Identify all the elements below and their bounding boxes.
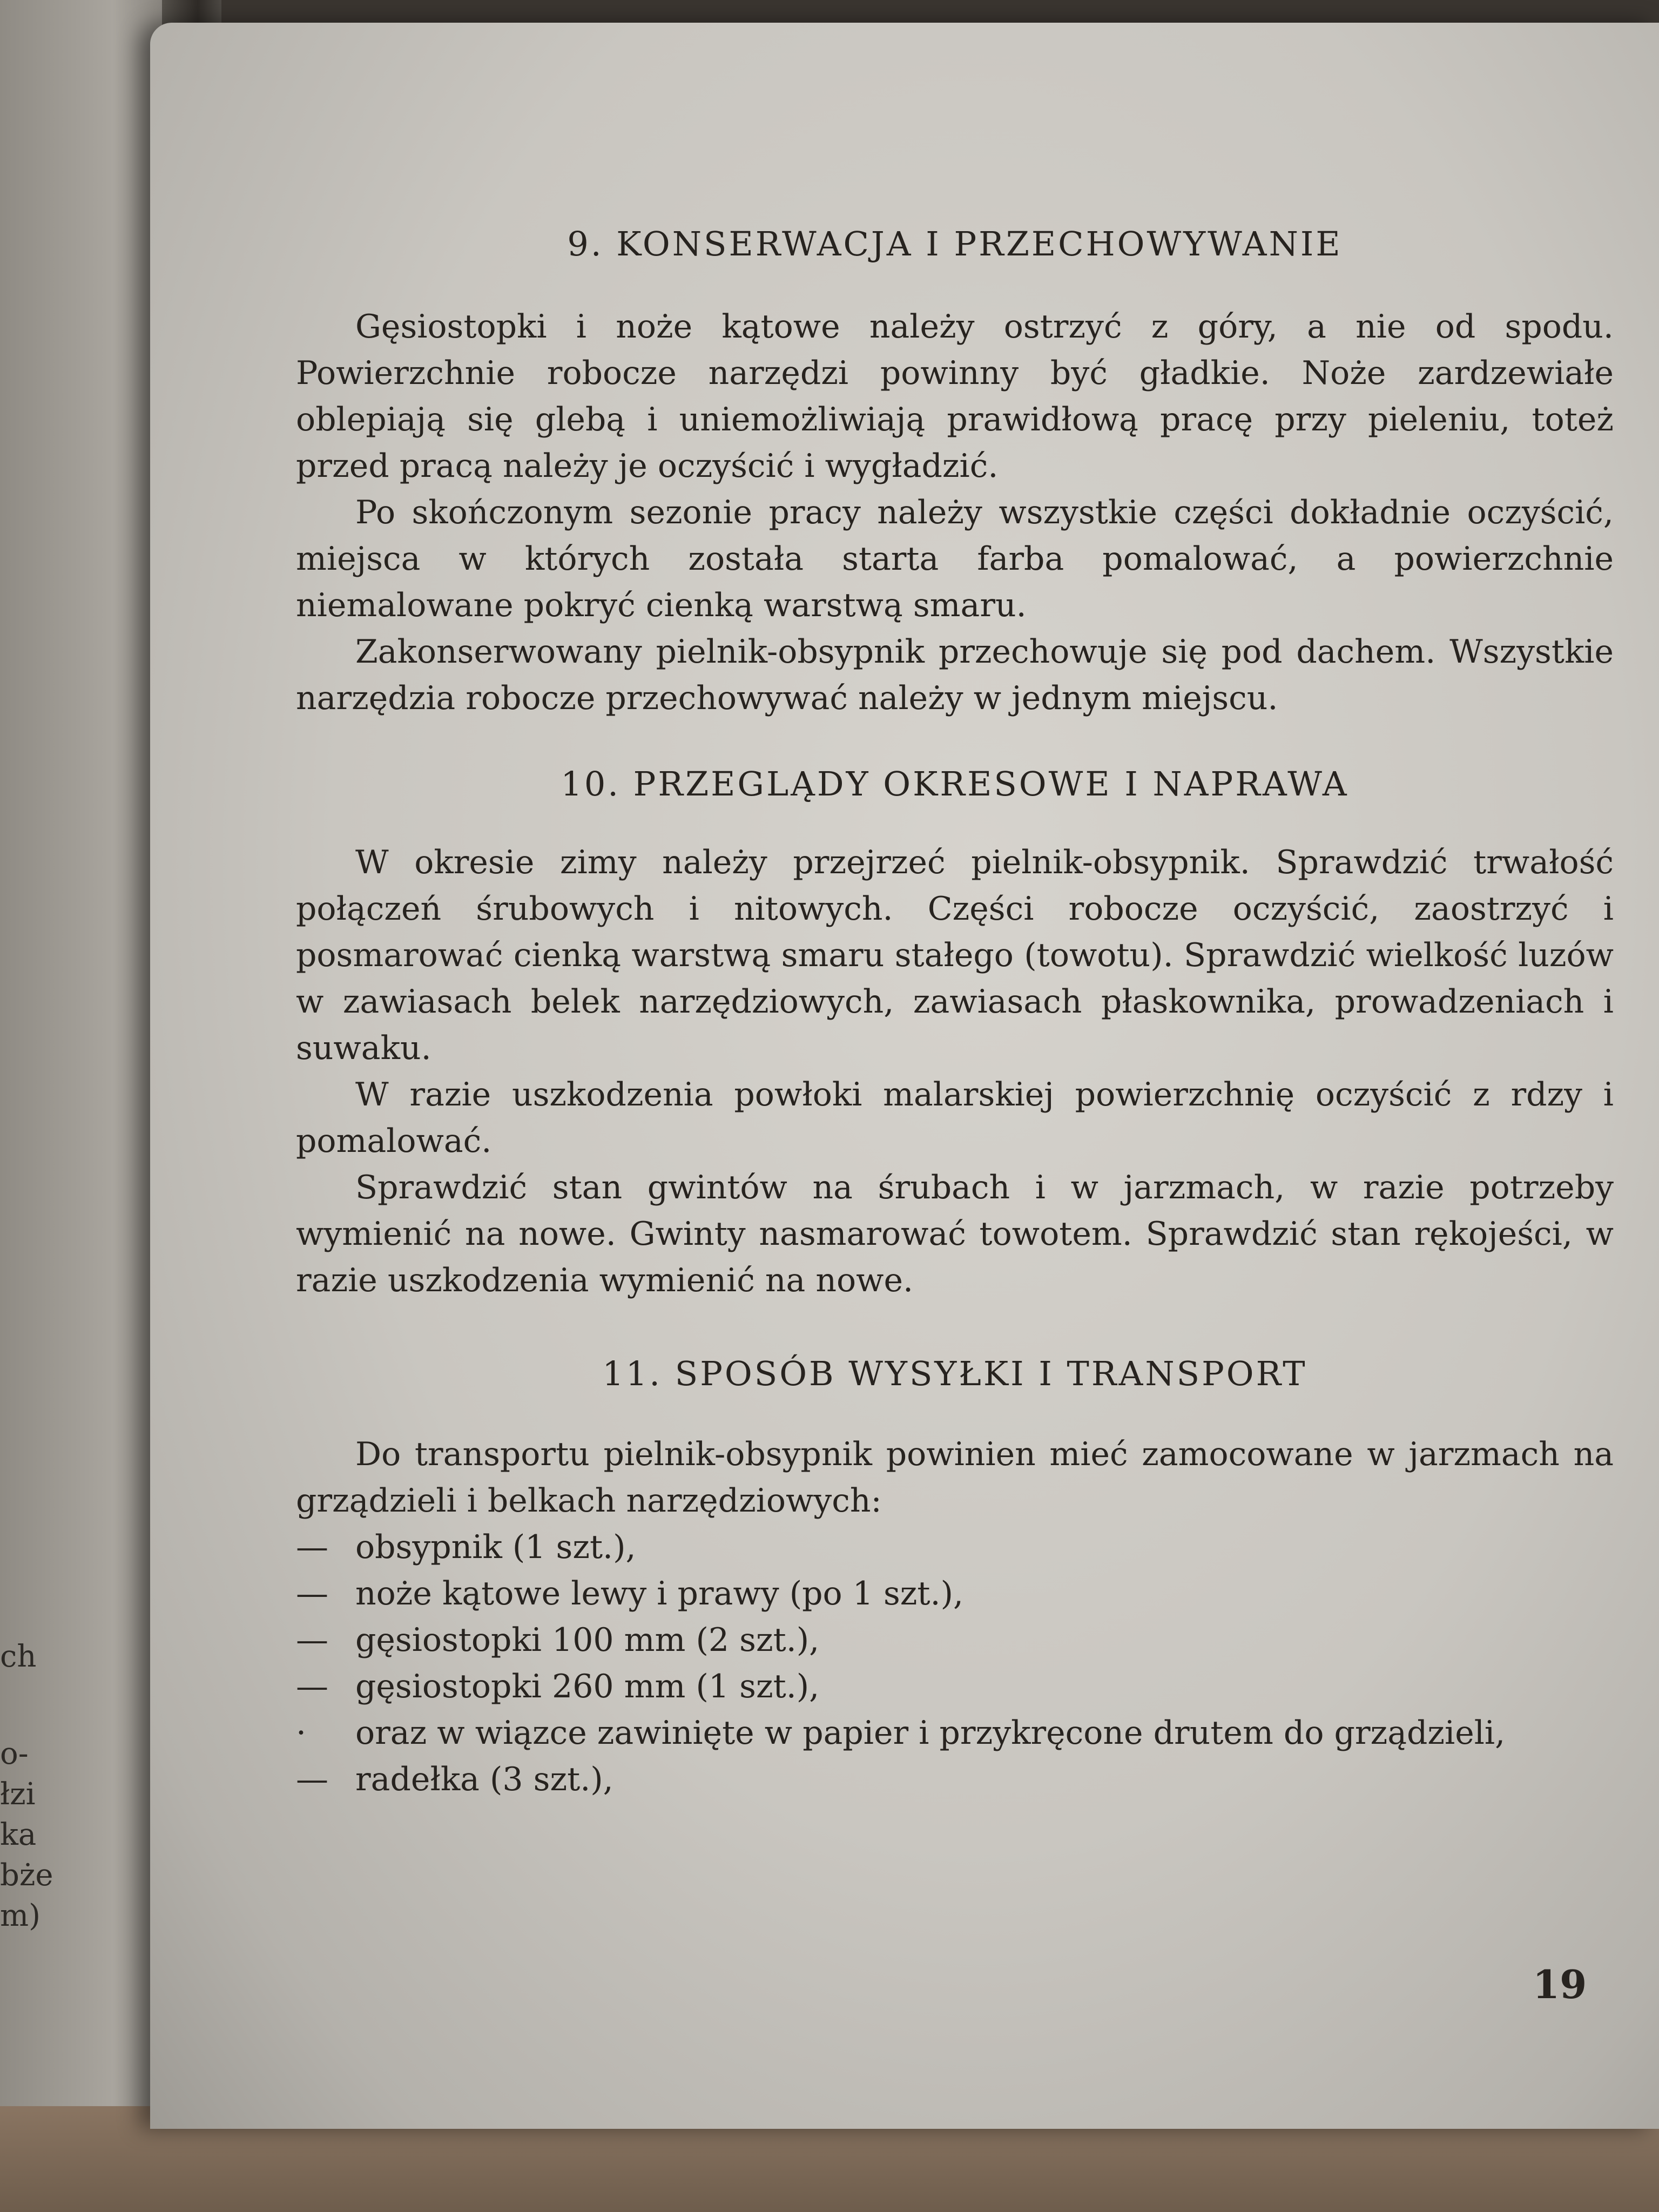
dash-marker: — <box>296 1761 328 1798</box>
dash-marker: — <box>296 1668 328 1705</box>
list-item <box>296 1756 1614 1803</box>
transport-list <box>296 1524 1614 1803</box>
book-page <box>150 23 1659 2129</box>
dash-marker: — <box>296 1575 328 1613</box>
left-page-fragment: bże <box>0 1858 53 1893</box>
section-9-body <box>296 304 1614 721</box>
left-page-fragment: o- <box>0 1736 29 1771</box>
list-item <box>296 1663 1614 1710</box>
list-item <box>296 1524 1614 1570</box>
left-page-fragment: ka <box>0 1817 37 1852</box>
paragraph: Sprawdzić stan gwintów na śrubach i w jarzmach, w razie potrzeby wymienić na nowe. Gwinty nasmarować towotem. Sprawdzić stan rękojeści, w razie uszkodzenia wymienić na nowe. <box>296 1169 1614 1299</box>
section-10-body <box>296 839 1614 1304</box>
paragraph: W okresie zimy należy przejrzeć pielnik-obsypnik. Sprawdzić trwałość połączeń śrubowych i nitowych. Części robocze oczyścić, zaostrzyć i posmarować cienką warstwą smaru stałego (towotu). Sprawdzić wielkość luzów w zawiasach belek narzędziowych, zawiasach płaskownika, prowadzeniach i suwaku. <box>296 844 1614 1067</box>
left-page-fragment: łzi <box>0 1777 36 1812</box>
list-item-text: obsypnik (1 szt.), <box>355 1528 636 1566</box>
list-item-text: gęsiostopki 100 mm (2 szt.), <box>355 1621 820 1659</box>
list-item-text: gęsiostopki 260 mm (1 szt.), <box>355 1668 820 1705</box>
dash-marker: — <box>296 1528 328 1566</box>
left-page-fragment: m) <box>0 1898 41 1933</box>
dash-marker: · <box>296 1714 307 1752</box>
paragraph: Gęsiostopki i noże kątowe należy ostrzyć z góry, a nie od spodu. Powierzchnie robocze narzędzi powinny być gładkie. Noże zardzewiałe oblepiają się glebą i uniemożliwiają prawidłową pracę przy pieleniu, toteż przed pracą należy je oczyścić i wygładzić. <box>296 308 1614 485</box>
paragraph: Zakonserwowany pielnik-obsypnik przechowuje się pod dachem. Wszystkie narzędzia robocze przechowywać należy w jednym miejscu. <box>296 633 1614 717</box>
section-10-title: 10. PRZEGLĄDY OKRESOWE I NAPRAWA <box>561 764 1349 804</box>
list-item <box>296 1570 1614 1617</box>
dash-marker: — <box>296 1621 328 1659</box>
section-9-title: 9. KONSERWACJA I PRZECHOWYWANIE <box>567 224 1343 264</box>
list-item <box>296 1617 1614 1663</box>
left-page-fragment: ch <box>0 1639 37 1674</box>
section-11-body <box>296 1431 1614 1803</box>
list-item-text: noże kątowe lewy i prawy (po 1 szt.), <box>355 1575 964 1613</box>
section-11-title: 11. SPOSÓB WYSYŁKI I TRANSPORT <box>602 1354 1307 1393</box>
paragraph: W razie uszkodzenia powłoki malarskiej powierzchnię oczyścić z rdzy i pomalować. <box>296 1076 1614 1160</box>
paragraph: Po skończonym sezonie pracy należy wszystkie części dokładnie oczyścić, miejsca w których została starta farba pomalować, a powierzchnie niemalowane pokryć cienką warstwą smaru. <box>296 494 1614 624</box>
page-content <box>296 222 1614 1803</box>
list-item-text: oraz w wiązce zawinięte w papier i przykręcone drutem do grządzieli, <box>355 1714 1506 1752</box>
list-item-text: radełka (3 szt.), <box>355 1761 613 1798</box>
page-number: 19 <box>1533 1961 1587 2007</box>
paragraph: Do transportu pielnik-obsypnik powinien mieć zamocowane w jarzmach na grządzieli i belkach narzędziowych: <box>296 1435 1614 1520</box>
list-item <box>296 1710 1614 1756</box>
